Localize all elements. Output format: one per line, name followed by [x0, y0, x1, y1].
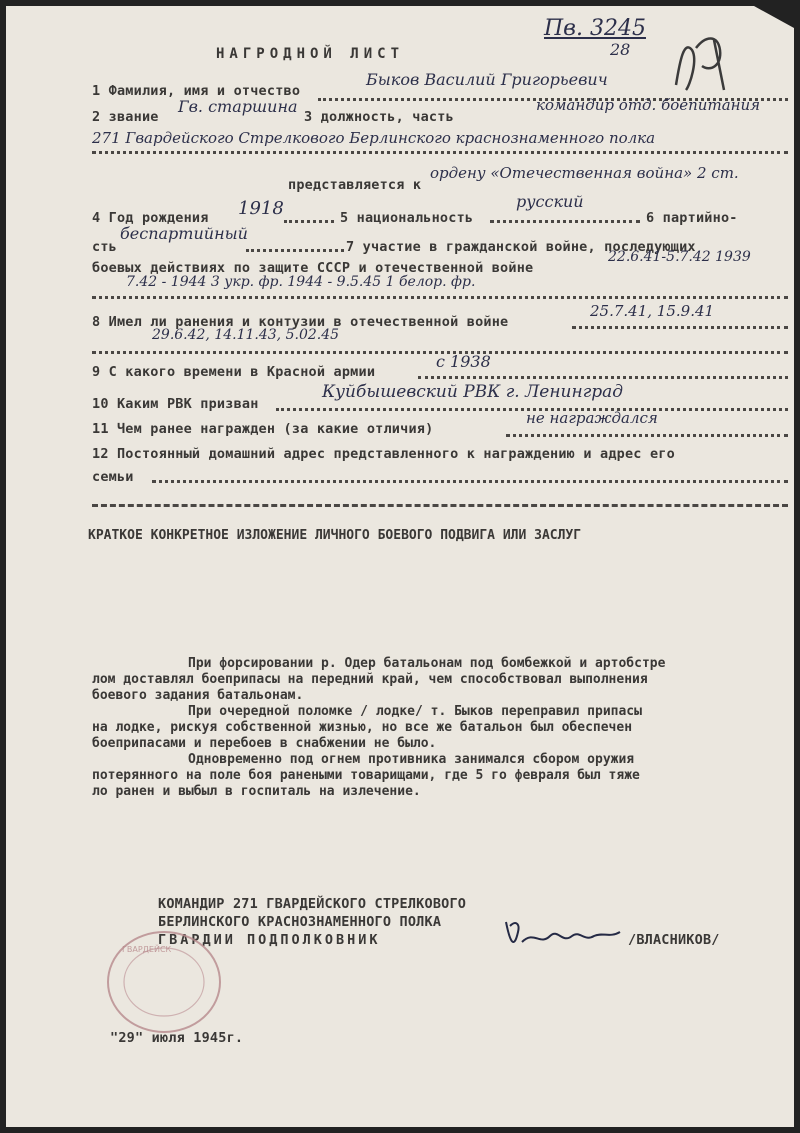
field-7-label-line2: боевых действиях по защите СССР и отечественной войне — [92, 260, 534, 276]
field-8-label: 8 Имел ли ранения и контузии в отечественной войне — [92, 314, 509, 330]
narrative-line: боеприпасами и перебоев в снабжении не было. — [92, 736, 437, 751]
field-7-label: 7 участие в гражданской войне, последующих — [346, 239, 696, 255]
document-title: НАГРОДНОЙ ЛИСТ — [216, 46, 405, 62]
field-6-label-cont: сть — [92, 239, 117, 255]
field-9-label: 9 С какого времени в Красной армии — [92, 364, 376, 380]
award-label: представляется к — [288, 177, 422, 193]
field-12-label-cont: семьи — [92, 469, 134, 485]
narrative-line: Одновременно под огнем противника занимался сбором оружия — [188, 752, 635, 767]
field-5-value: русский — [516, 192, 584, 211]
field-5-label: 5 национальность — [340, 210, 474, 226]
unit-name: 271 Гвардейского Стрелкового Берлинского краснознаменного полка — [92, 129, 656, 147]
archive-number: Пв. 3245 — [544, 16, 646, 41]
svg-text:ГВАРДЕЙСК: ГВАРДЕЙСК — [122, 945, 172, 954]
field-6-dots — [246, 249, 344, 252]
field-4-value: 1918 — [238, 198, 284, 219]
narrative-line: на лодке, рискуя собственной жизнью, но все же батальон был обеспечен — [92, 720, 633, 735]
signature-line-3: ГВАРДИИ ПОДПОЛКОВНИК — [158, 932, 381, 948]
field-10-value: Куйбышевский РВК г. Ленинград — [322, 382, 624, 402]
award-sheet — [6, 6, 794, 1127]
field-7-dots — [92, 296, 788, 299]
folded-corner — [754, 6, 794, 28]
field-9-value: с 1938 — [436, 352, 491, 371]
pencil-resolution-mark — [666, 30, 746, 100]
field-4-dots — [284, 220, 334, 223]
narrative-line: При очередной поломке / лодке/ т. Быков переправил припасы — [188, 704, 642, 719]
field-8-dots — [572, 326, 788, 329]
field-1-value: Быков Василий Григорьевич — [366, 70, 608, 89]
field-11-label: 11 Чем ранее награжден (за какие отличия) — [92, 421, 434, 437]
field-1-label: 1 Фамилия, имя и отчество — [92, 83, 301, 99]
narrative-line: потерянного на поле боя ранеными товарищами, где 5 го февраля был тяже — [92, 768, 640, 783]
field-5-dots — [490, 220, 640, 223]
signature-line-2: БЕРЛИНСКОГО КРАСНОЗНАМЕННОГО ПОЛКА — [158, 914, 442, 930]
field-11-value: не награждался — [526, 409, 658, 427]
narrative-line: ло ранен и выбыл в госпиталь на излечение. — [92, 784, 421, 799]
field-12-label: 12 Постоянный домашний адрес представленного к награждению и адрес его — [92, 446, 675, 462]
field-2-value: Гв. старшина — [178, 97, 298, 116]
field-3-value: командир отд. боепитания — [536, 96, 761, 114]
field-12-dots — [152, 480, 788, 483]
field-8-value-line2: 29.6.42, 14.11.43, 5.02.45 — [152, 327, 340, 343]
narrative-line: При форсировании р. Одер батальонам под бомбежкой и артобстре — [188, 656, 666, 671]
award-value: ордену «Отечественная война» 2 ст. — [430, 164, 739, 182]
field-4-label: 4 Год рождения — [92, 210, 209, 226]
signature-line-1: КОМАНДИР 271 ГВАРДЕЙСКОГО СТРЕЛКОВОГО — [158, 896, 467, 912]
sheet-number: 28 — [610, 40, 631, 59]
signature-date: "29" июля 1945г. — [110, 1030, 244, 1046]
handwritten-signature — [500, 912, 640, 956]
field-12-dots-2 — [92, 504, 788, 507]
field-10-label: 10 Каким РВК призван — [92, 396, 259, 412]
field-7-value-line2: 7.42 - 1944 3 укр. фр. 1944 - 9.5.45 1 белор. фр. — [126, 274, 476, 290]
unit-line-dots — [92, 151, 788, 154]
official-seal-stamp — [102, 926, 232, 1036]
field-11-dots — [506, 434, 788, 437]
field-2-label: 2 звание — [92, 109, 159, 125]
field-8-value: 25.7.41, 15.9.41 — [590, 302, 715, 320]
field-6-value: беспартийный — [120, 224, 248, 243]
narrative-line: боевого задания батальонам. — [92, 688, 304, 703]
narrative-line: лом доставлял боеприпасы на передний край, чем способствовал выполнения — [92, 672, 648, 687]
field-9-dots — [418, 376, 788, 379]
field-3-label: 3 должность, часть — [304, 109, 454, 125]
signer-name: /ВЛАСНИКОВ/ — [628, 932, 720, 948]
field-6-label: 6 партийно- — [646, 210, 738, 226]
section-title: КРАТКОЕ КОНКРЕТНОЕ ИЗЛОЖЕНИЕ ЛИЧНОГО БОЕВОГО ПОДВИГА ИЛИ ЗАСЛУГ — [88, 528, 582, 543]
field-7-value: 22.6.41-5.7.42 1939 — [608, 249, 751, 265]
